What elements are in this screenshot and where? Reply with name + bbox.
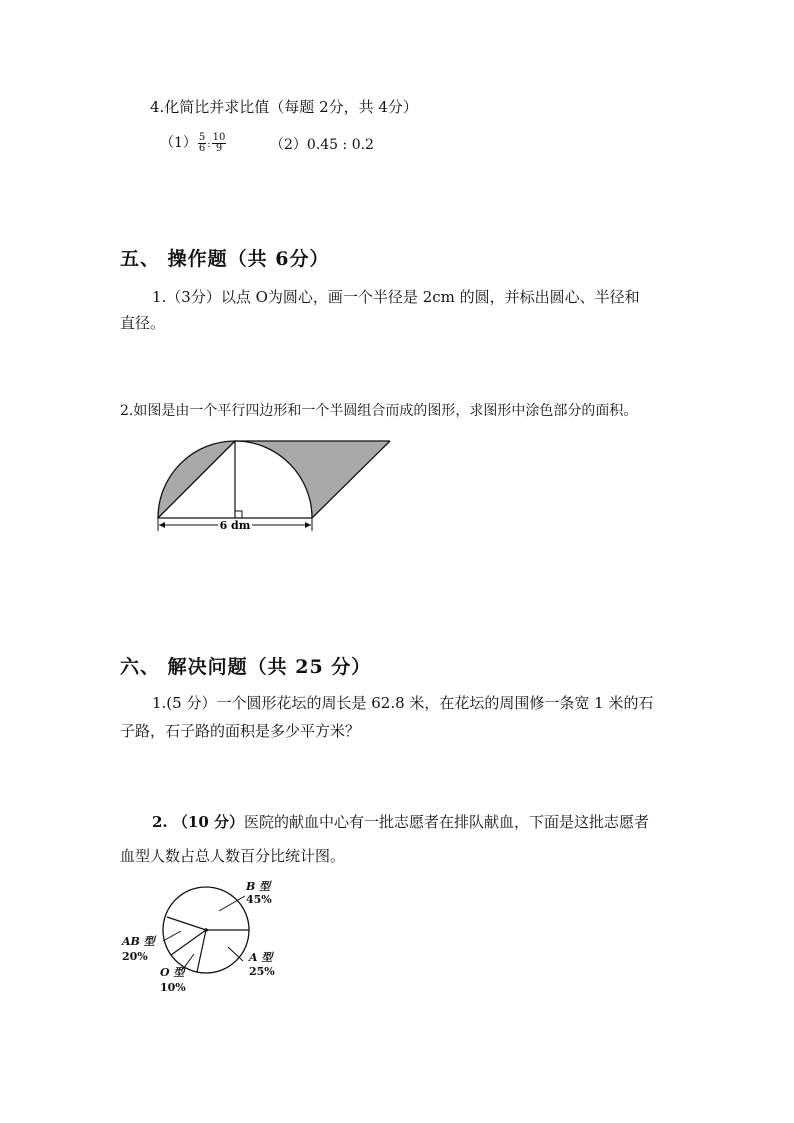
leader-a	[228, 947, 243, 961]
section-5-question-1-line-1: 1.（3分）以点 O为圆心，画一个半径是 2cm 的圆，并标出圆心、半径和	[152, 288, 640, 306]
section-6-question-2-line-2: 血型人数占总人数百分比统计图。	[120, 847, 346, 865]
section-5-question-1-line-2: 直径。	[120, 314, 166, 332]
fraction-b	[212, 133, 227, 154]
section-6-question-2-line-1	[152, 811, 649, 832]
section-5-heading: 五、 操作题（共 6分）	[120, 248, 330, 270]
label-b-percent: 45%	[246, 893, 272, 906]
fraction-b-denominator: 9	[215, 142, 223, 154]
label-ab-percent: 20%	[122, 950, 148, 963]
pie-center	[204, 928, 208, 932]
section-6-question-1-line-1: 1.(5 分）一个圆形花坛的周长是 62.8 米，在花坛的周围修一条宽 1 米的石	[152, 694, 654, 712]
slice-border-a-o	[197, 930, 206, 972]
section-6-heading: 六、 解决问题（共 25 分）	[120, 656, 372, 678]
blood-type-pie-chart	[115, 875, 295, 1000]
label-a-type: A 型	[249, 951, 273, 964]
fraction-a-denominator: 6	[198, 142, 206, 154]
fraction-a-numerator: 5	[198, 131, 206, 143]
leader-o	[183, 954, 194, 969]
right-shaded-region	[235, 441, 390, 518]
label-b-type: B 型	[246, 880, 271, 893]
parallelogram-semicircle-figure	[150, 432, 400, 542]
right-angle-mark	[235, 511, 242, 518]
section-6-question-1-line-2: 子路，石子路的面积是多少平方米？	[120, 722, 361, 740]
fraction-b-numerator: 10	[212, 131, 226, 143]
question-2-text: 医院的献血中心有一批志愿者在排队献血，下面是这批志愿者	[243, 813, 649, 831]
question-2-number: 2. （10 分）	[152, 813, 244, 831]
label-o-percent: 10%	[160, 981, 186, 994]
label-o-type: O 型	[160, 966, 185, 979]
label-a-percent: 25%	[249, 965, 275, 978]
section-5-question-2: 2.如图是由一个平行四边形和一个半圆组合而成的图形，求图形中涂色部分的面积。	[120, 403, 638, 419]
ratio-separator: :	[207, 139, 211, 150]
dim-arrow-left	[159, 522, 165, 528]
slice-border-ab-b	[167, 917, 206, 930]
question-4-title: 4.化简比并求比值（每题 2分，共 4分）	[150, 98, 418, 116]
dim-arrow-right	[305, 522, 311, 528]
fraction-a	[198, 133, 206, 154]
leader-ab	[163, 931, 181, 941]
dimension-label: 6 dm	[219, 519, 251, 532]
label-ab-type: AB 型	[122, 935, 155, 948]
leader-b	[219, 896, 245, 911]
part-1-label: （1）	[160, 135, 197, 151]
question-4-part-2: （2）0.45 : 0.2	[270, 137, 374, 153]
question-4-part-1	[160, 132, 227, 154]
